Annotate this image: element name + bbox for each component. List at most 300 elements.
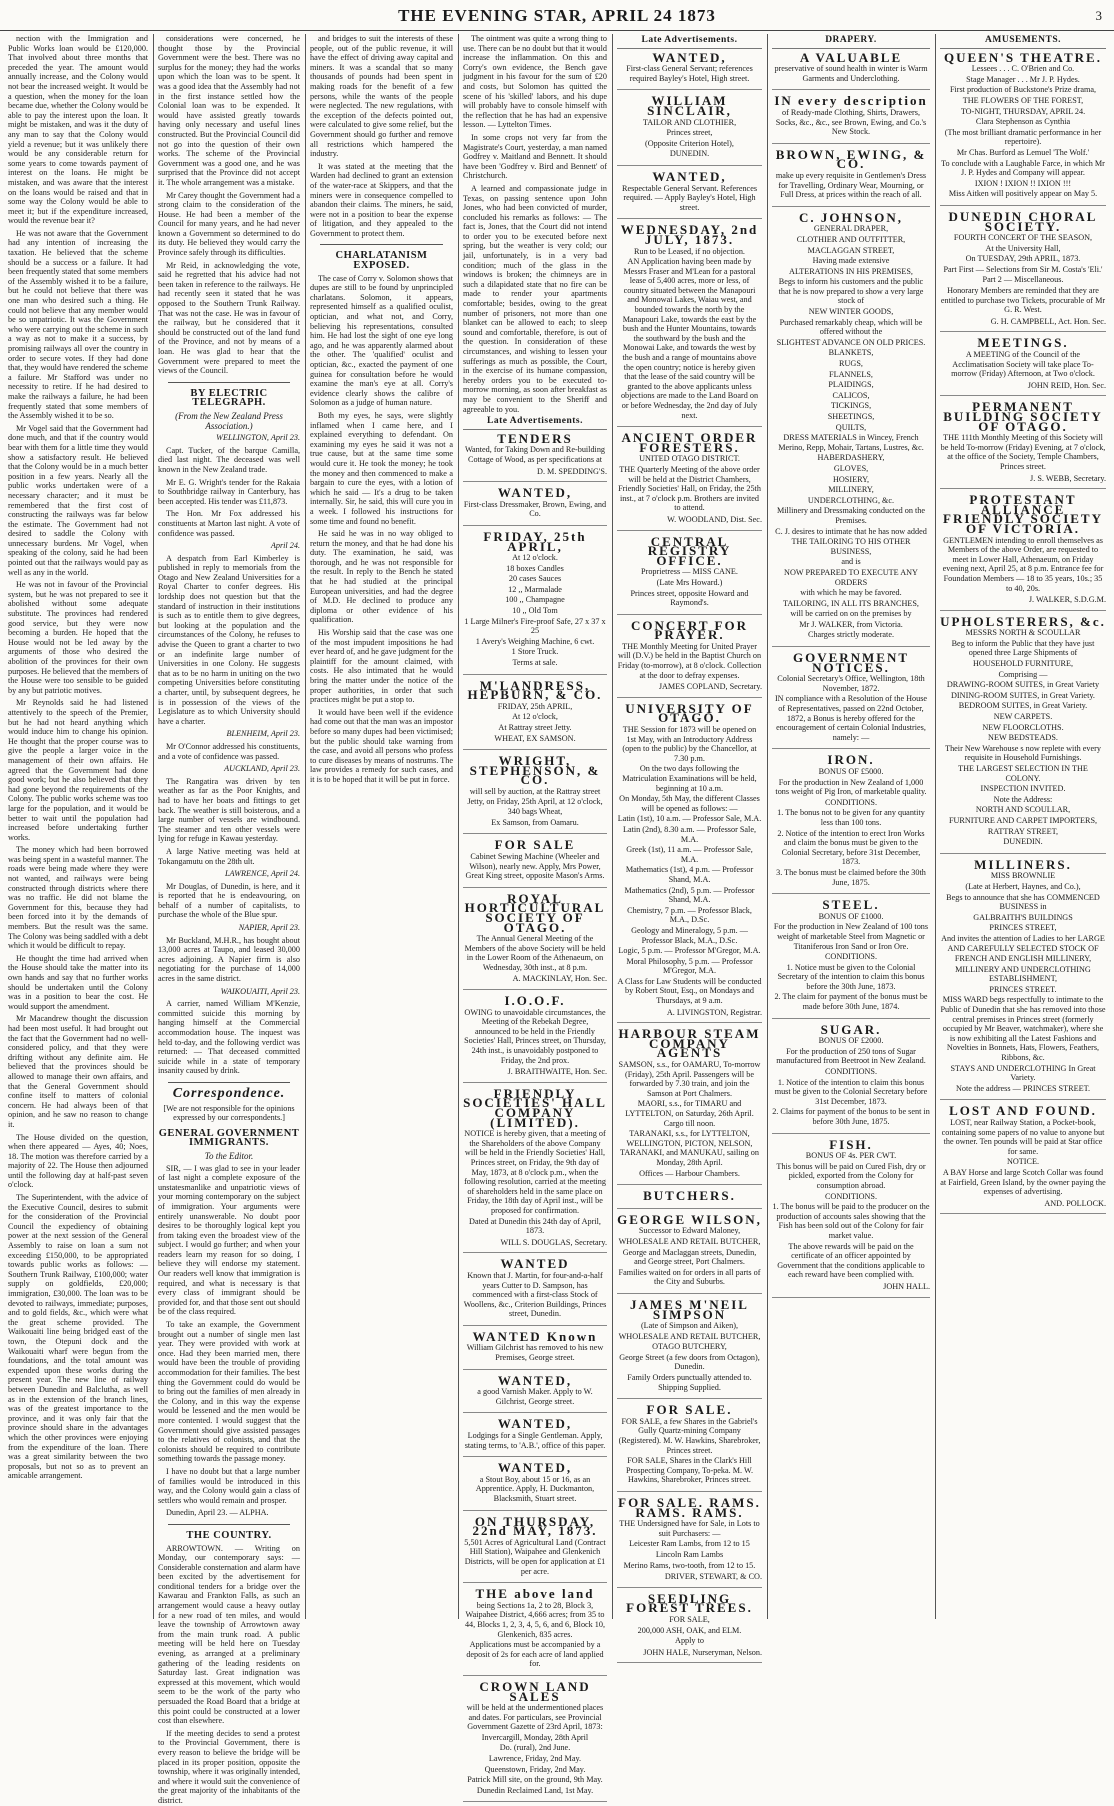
ad-signature: AND. POLLOCK. (1044, 1198, 1106, 1208)
ad-line: 1 Large Milner's Fire-proof Safe, 27 x 37 x 25 (464, 616, 606, 636)
page-number: 3 (1095, 8, 1102, 23)
advertisement (617, 1402, 762, 1492)
ad-line: NOTICE. (1006, 1157, 1040, 1167)
letter-paragraph: SIR, — I was glad to see in your leader of last night a complete exposure of the unstatesmanlike and unpatriotic views of your morning contemporary on the subject of immigration. Your arguments were entirely unanswerable. No doubt poor desires to be thoroughly logical kept you from taking even the broadest view of the subject. I would go further; and when your readers learn my reason for so doing, I believe they will endorse my statement. Our readers well know that immigration is required, and what is necessary is that every class of immigrant should be provided for, and that those sent out should be of the class required. (158, 1163, 300, 1317)
article-paragraph: Mr Macandrew thought the discussion had been most useful. It had brought out the fact that the Government had no well-considered policy, and that they were drifting without any definite aim. He believed that the provinces should be allowed to manage their own affairs, and that the General Government should confine itself to matters of colonial concern. He had always been of that opinion, and he saw no reason to change it. (8, 1014, 148, 1129)
ad-line: To conclude with a Laughable Farce, in which Mr J. P. Hydes and Company will appear. (941, 158, 1105, 178)
advertisement (617, 1296, 762, 1399)
article-paragraph: nection with the Immigration and Public Works loan would be £120,000. That involved about three months that preceded the year. The amount would annually increase, and the Colony would not bear the increased weight. It would be a question, when the money for the loan became due, whether the Colony would be able to pay the interest upon the loan. It might be mistaken, and was it the duty of any man to say that the Colony would yield a revenue; but it was unlikely there would be any considerable return for some years to come towards payment of interest on the loans. He might be mistaken, and was aware that the interest on the loans would be raised and that in some way the Colony would be able to meet it; but if the expenditure increased, would the revenue bear it? (8, 34, 148, 226)
masthead-title: THE EVENING STAR, APRIL 24 1873 (398, 6, 716, 25)
ad-line: Respectable General Servant. References required. — Apply Bayley's Hotel, High street. (621, 183, 758, 212)
column-4 (463, 34, 608, 1795)
article-paragraph: The case of Corry v. Solomon shows that dupes are still to be found by unprincipled charlatans. Solomon, it appears, represented himself as a qualified oculist, optician, and what not, and Corry, believing his representations, consulted him. He had lost the sight of one eye long ago, and he was apparently alarmed about the other. The 'qualified' oculist and optician, &c., exacted the payment of one guinea for consultation before he would examine the man's eye at all. Corry's evidence clearly shows the calibre of Solomon as a judge of human nature. (310, 273, 453, 408)
ad-line: CONDITIONS. (824, 1191, 878, 1201)
ad-line: FOR SALE, (669, 1614, 710, 1624)
ad-line: Mathematics (2nd), 5 p.m. — Professor Shand, M.A. (624, 885, 755, 905)
ad-headline: ANCIENT ORDER FORESTERS. (621, 430, 758, 455)
ad-line: of Ready-made Clothing, Shirts, Drawers, Socks, &c., &c., see Brown, Ewing, and Co.'s New Stock. (775, 107, 927, 137)
ad-line: First-class General Servant; references required Bayley's Hotel, High street. (626, 64, 753, 83)
ad-line: THE 111th Monthly Meeting of this Society will be held To-morrow (Friday) Evening, at 7 o'clock, at the office of the Society, Temple Chambers, Princes street. (940, 433, 1106, 471)
ad-line: For the production in New Zealand of 1,000 tons weight of Pig Iron, of marketable quality. (775, 777, 927, 797)
ad-headline: PERMANENT BUILDING SOCIETY OF OTAGO. (943, 399, 1103, 434)
article-paragraph: He said he was in no way obliged to return the money, and that he had done his duty. The examination, he said, was thorough, and he was not responsible for the result. In reply to the Bench he stated that he had studied at the principal European universities, and had the degree of M.D. He declined to produce any diploma or other evidence of his qualification. (310, 529, 453, 625)
ad-line: MISS WARD begs respectfully to intimate to the Public of Dunedin that she has removed into those central premises in Princes street (formerly occupied by Mr Beaver, watchmaker), where she is now exhibiting all the Latest Fashions and Novelties in Bonnets, Hats, Flowers, Feathers, Ribbons, &c. (940, 995, 1106, 1063)
advertisement (463, 430, 607, 482)
ad-line: BEDROOM SUITES, in Great Variety. (958, 701, 1088, 711)
telegram-dateline: April 24. (270, 541, 300, 551)
article-paragraph: and bridges to suit the interests of these people, out of the public revenue, it will have the effect of driving away capital and miners. It was a scandal that so many thousands of pounds had been spent in making roads for the benefit of a few persons, while the wants of the people were neglected. The new regulations, with the exception of the defects pointed out, were calculated to give some relief, but the Government should go further and remove all restrictions which hampered the industry. (310, 34, 453, 159)
ad-line: WHOLESALE AND RETAIL BUTCHER, (618, 1331, 761, 1341)
ad-signature: J. BRAITHWAITE, Hon. Sec. (507, 1067, 607, 1077)
letter-heading: GENERAL GOVERNMENT IMMIGRANTS. (158, 1127, 300, 1149)
ad-line: Their New Warehouse s now replete with every requisite in Household Furnishings. (945, 743, 1101, 763)
ad-headline: WEDNESDAY, 2nd JULY, 1873. (620, 222, 759, 247)
ad-line: BONUS OF £1000. (818, 911, 884, 921)
ad-line: This bonus will be paid on Cured Fish, dry or pickled, exported from the Colony for consumption abroad. (776, 1161, 926, 1190)
letter-paragraph: To take an example, the Government brought out a number of single men last year. They were provided with work at once. Had they been married men, there would have been the trouble of providing accommodation for their families. The best thing the Government could do would be to bring out the families of men already in the Colony, and in this way the expense would be lessened and the men would be more contented. I would suggest that the Government should give assisted passages to the relatives of colonists, and that the colonists should be required to contribute something towards the passage money. (158, 1320, 300, 1464)
ad-line: On Monday, 5th May, the different Classes will be opened as follows: — (619, 794, 760, 813)
ad-line: BONUS OF £5000. (818, 767, 884, 776)
ad-line: CONDITIONS. (824, 797, 878, 807)
ad-line: THE Monthly Meeting for United Prayer will (D.V.) be held in the Baptist Church on Friday (to-morrow), at 8 o'clock. Collection at the door to defray expenses. (617, 641, 762, 680)
ad-line: BLANKETS, (828, 348, 874, 358)
ad-headline: FOR SALE. (646, 1402, 733, 1418)
ad-line: First production of Buckstone's Prize drama, (949, 85, 1097, 95)
advertisement (617, 49, 762, 91)
ad-line: Families waited on for orders in all parts of the City and Suburbs. (618, 1267, 761, 1287)
advertisement (772, 650, 930, 749)
telegraph-heading: BY ELECTRIC TELEGRAPH. (190, 387, 268, 409)
ad-line: NEW FLOORCLOTHS. (982, 722, 1064, 732)
ad-line: 1 Avery's Weighing Machine, 6 cwt. (475, 636, 595, 646)
ad-headline: I.O.O.F. (504, 993, 566, 1009)
ad-headline: SUGAR. (820, 1021, 882, 1037)
article-paragraph: The money which had been borrowed was being spent in a wasteful manner. The roads were being made where they were not wanted, and railways were being constructed through districts where there was no traffic. He did not blame the Government for this, because they had been forced into it by the demands of members. But the result was the same. The Colony was being saddled with a debt which it would be difficult to repay. (8, 845, 148, 951)
ad-line: Do. (rural), 2nd June. (499, 1743, 571, 1753)
ad-headline: PROTESTANT ALLIANCE FRIENDLY SOCIETY OF VICTORIA. (943, 492, 1103, 536)
ad-headline: HARBOUR STEAM COMPANY AGENTS (618, 1026, 761, 1061)
ad-line: 1. The bonus will be paid to the producer on the production of accounts sales showing that the Fish has been sold out of the Colony for fair market value. (772, 1202, 930, 1240)
advertisement (940, 856, 1106, 1101)
column-6 (772, 34, 930, 1619)
advertisement (617, 617, 762, 698)
ad-line: GALBRAITH'S BUILDINGS (973, 912, 1073, 922)
ad-line: FOR SALE, Shares in the Clark's Hill Prospecting Company, To-peka. M. W. Hawkins, Sharebroker, Princes street. (625, 1456, 753, 1485)
ad-line: Moral Philosophy, 5 p.m. — Professor M'Gregor, M.A. (626, 956, 753, 976)
column-rule (305, 34, 306, 1619)
ad-line: NOTICE is hereby given, that a meeting of the Shareholders of the above Company will be held in the Friendly Societies' Hall, Princes street, on Friday, the 9th day of May, 1873, at 8 o'clock p.m., when the following resolution, carried at the meeting of shareholders held in the same place on Friday, the 18th day of April inst., will be proposed for confirmation. (464, 1129, 606, 1215)
ad-line: Charges strictly moderate. (807, 630, 895, 640)
ad-line: PRINCES STREET, (989, 923, 1057, 933)
ad-line: and is (841, 557, 861, 567)
divider (168, 1082, 290, 1083)
ad-line: Note the Address: (993, 794, 1053, 804)
ad-line: SAMSON, s.s., for OAMARU, To-morrow (Friday), 25th April. Passengers will be forwarded by 7.30 train, and join the Samson at Port Chalmers. (618, 1060, 761, 1098)
advertisement (617, 1026, 762, 1185)
ad-signature: JAMES COPLAND, Secretary. (658, 682, 762, 692)
ad-headline: BUTCHERS. (643, 1188, 736, 1204)
ad-line: SLIGHTEST ADVANCE ON OLD PRICES. (776, 337, 926, 347)
ad-signature: G. H. CAMPBELL, Act. Hon. Sec. (990, 316, 1106, 326)
ad-line: Comprising — (998, 669, 1048, 679)
ad-line: Family Orders punctually attended to. Shipping Supplied. (627, 1373, 752, 1392)
ad-line: make up every requisite in Gentlemen's Dress for Travelling, Ordinary Wear, Mourning, or Full Dress, at prices within the reach of all. (775, 170, 927, 200)
ad-line: NEW BEDSTEADS. (988, 733, 1058, 743)
ad-line: Dunedin Reclaimed Land, 1st May. (476, 1785, 594, 1795)
ad-line: NEW WINTER GOODS, (808, 307, 894, 317)
ad-line: FOR SALE, a few Shares in the Gabriel's Gully Quartz-mining Company (Registered). M. W. Hawkins, Sharebroker, Princes street. (618, 1416, 761, 1455)
ad-line: will be held at the undermentioned places and dates. For particulars, see Provincial Government Gazette of 23rd April, 1873: (466, 1703, 604, 1732)
article-paragraph: Mr Reid, in acknowledging the vote, said he regretted that his advice had not been taken in reference to the railways. He had recently seen it stated that he was opposed to the Southern Trunk Railway. That was not the case. He was in favour of the railway, but he considered that it should be constructed out of the land fund of the Province, and not by means of a loan. He was glad to hear that the Government were prepared to meet the views of the Council. (158, 260, 300, 376)
ad-line: A MEETING of the Council of the Acclimatisation Society will take place To-morrow (Friday) Afternoon, at Two o'clock. (951, 350, 1095, 379)
telegram-text: Mr E. G. Wright's tender for the Rakaia to Southbridge railway in Canterbury, has been accepted. His tender was £11,873. (158, 477, 300, 506)
ad-line: 1. Notice must be given to the Colonial Secretary of the intention to claim this bonus before the 30th June, 1873. (777, 962, 925, 991)
ad-signature: J. S. WEBB, Secretary. (1030, 473, 1106, 483)
ad-line: 1. Notice of the intention to claim this bonus must be given to the Colonial Secretary before 31st December, 1873. (774, 1077, 928, 1106)
ad-line: Beg to inform the Public that they have just opened three Large Shipments of (951, 638, 1095, 658)
ad-line: At 12 o'clock, (512, 712, 558, 722)
ad-line: FRIDAY, 25th APRIL, (497, 701, 573, 711)
ad-line: William Gilchrist has removed to his new Premises, George street. (466, 1343, 604, 1363)
ad-line: Lincoln Ram Lambs (655, 1549, 724, 1559)
telegram-text: A despatch from Earl Kimberley is published in reply to memorials from the Otago and New Zealand Universities for a Royal Charter to confer degrees. His lordship does not question but that the standard of instruction in their institutions is such as to entitle them to give degrees, but looking at the population and the circumstances of the Colony, he refuses to advise the Queen to grant a charter to two or an indefinite large number of Universities in one Colony. He suggests that as to be no harm in uniting on the two competing Universities before constituting a charter, until, by subsequent degrees, he is in possession of the views of the Legislature as to which University should have a charter. (158, 553, 300, 726)
masthead (0, 0, 1114, 31)
ad-line: 5,501 Acres of Agricultural Land (Contract Hill Station), Waipahee and Glenkenich Districts, will be open for application at £1 per acre. (464, 1537, 606, 1576)
ad-line: OWING to unavoidable circumstances, the Meeting of the Rebekah Degree, announced to be held in the Friendly Societies' Hall, Princes street, on Thursday, 24th inst., is unavoidably postponed to Friday, the 2nd prox. (464, 1007, 606, 1065)
divider (168, 1524, 290, 1525)
ad-line: with which he may be favored. (800, 588, 902, 598)
ad-line: MACLAGGAN STREET, (807, 245, 895, 255)
advertisement (940, 49, 1106, 206)
ad-line: INSPECTION INVITED. (980, 784, 1066, 794)
telegram-text: Mr O'Connor addressed his constituents, and a vote of confidence was passed. (158, 741, 300, 761)
ad-signature: A. LIVINGSTON, Registrar. (666, 1007, 762, 1017)
ad-headline: DUNEDIN CHORAL SOCIETY. (948, 208, 1098, 234)
ad-headline: CONCERT FOR PRAYER. (630, 617, 748, 643)
ad-line: Run to be Leased, if no objection. (634, 246, 745, 256)
letter-paragraph: I have no doubt but that a large number of families would be introduced in this way, and the Colony would gain a class of settlers who would remain and prosper. (158, 1466, 300, 1505)
ad-line: Purchased remarkably cheap, which will be offered without the (779, 317, 923, 337)
advertisement (463, 1460, 607, 1510)
ad-headline: WANTED, (497, 1460, 573, 1476)
ad-line: 200,000 ASH, OAK, and ELM. (637, 1625, 742, 1635)
ad-line: At Rattray street Jetty. (498, 723, 572, 732)
ad-headline: BROWN, EWING, & CO. (775, 146, 927, 172)
article-paragraph: Mr Carey thought the Government had a strong claim to the consideration of the House. He had been a member of the Council for many years, and he had never known a Government so determined to do its duty. He believed they would carry the Province safely through its difficulties. (158, 190, 300, 258)
ad-headline: IRON. (827, 752, 875, 768)
section-heading: Late Advertisements. (617, 36, 762, 49)
ad-signature: DRIVER, STEWART, & CO. (664, 1572, 762, 1582)
advertisement (463, 890, 607, 990)
ad-line: Mr Chas. Burford as Lemuel 'The Wolf.' (956, 147, 1090, 157)
ad-headline: CROWN LAND SALES (479, 1678, 591, 1704)
ad-headline: WANTED, (497, 1372, 573, 1388)
advertisement (772, 1136, 930, 1298)
ad-line: RUGS, (839, 359, 863, 369)
ad-line: MISS BROWNLIE (990, 871, 1056, 881)
ad-line: Ex Samson, from Oamaru. (491, 817, 579, 827)
ad-line: will be carried on on the premises by (790, 609, 912, 619)
ad-line: 100 ,, Champagne (505, 595, 565, 605)
advertisement (940, 1103, 1106, 1214)
ad-line: LOST, near Railway Station, a Pocket-book, containing some papers of no value to anyone but the owner. Ten pounds will be paid at Star office for same. (941, 1118, 1105, 1156)
telegram-dateline: BLENHEIM, April 23. (226, 729, 300, 739)
ad-headline: C. JOHNSON, (799, 209, 903, 225)
article-paragraph: ARROWTOWN. — Writing on Monday, our contemporary says: — Considerable consternation and alarm have been excited by the advertisement for conditional tenders for a bridge over the Kawarau and Frankton Falls, as such an arrangement would cause a heavy outlay for a new road of ten miles, and would leave the township of Arrowtown away from the main trunk road. A public meeting will be held here on Tuesday evening, as arranged at a preliminary gathering of the leading residents on Saturday last. Great indignation was expressed at this movement, which would seem to be the work of the party who persuaded the Road Board that a bridge at this point could be constructed at a lower cost than elsewhere. (158, 1543, 300, 1726)
ad-line: PRINCES STREET. (989, 984, 1057, 994)
ad-line: The above rewards will be paid on the certificate of an officer appointed by Government that the conditions applicable to each reward have been complied with. (777, 1241, 925, 1280)
ad-signature: JOHN HALL. (883, 1281, 930, 1291)
ad-line: 3. The bonus must be claimed before the 30th June, 1875. (776, 867, 926, 887)
advertisement (617, 700, 762, 1023)
ad-line: GLOVES, (833, 463, 869, 473)
ad-line: Apply to (675, 1636, 704, 1646)
correspondence-note: [We are not responsible for the opinions expressed by our correspondents.] (163, 1103, 295, 1123)
advertisement (772, 146, 930, 207)
ad-line: CONDITIONS. (824, 952, 878, 962)
ad-headline: FOR SALE. RAMS. RAMS. RAMS. (618, 1495, 761, 1520)
ad-line: Proprietress — MISS CANE. (641, 567, 738, 577)
ad-line: 20 cases Sauces (508, 574, 562, 584)
ad-line: MILLINERY, (828, 485, 874, 495)
column-2 (158, 34, 300, 1805)
ad-line: For the production in New Zealand of 100 tons weight of marketable Steel from Magnetic or Titaniferous Iron Sand or Iron Ore. (773, 922, 929, 951)
ad-line: MAORI, s.s., for TIMARU and LYTTELTON, on Saturday, 26th April. Cargo till noon. (625, 1099, 754, 1128)
advertisement (940, 335, 1106, 396)
ad-line: will sell by auction, at the Rattray street Jetty, on Friday, 25th April, at 12 o'clock, (467, 786, 603, 806)
ad-line: AN Application having been made by Messrs Fraser and M'Lean for a pastoral lease of 5,400 acres, more or less, of country situated between the Manapouri and Monowai Lakes, Waiau west, and bounded towards the north by the Manapouri Lake, towards the east by the bush and the Hunter Mountains, towards the southward by the bush and the Monowai Lake, and towards the west by the bush and a range of mountains above the open country; notice is hereby given that the lease of the said country will be granted to the above applicants unless objections are made to the Land Board on or before Wednesday, the 2nd day of July next. (620, 257, 759, 420)
article-paragraph: If the meeting decides to send a protest to the Provincial Government, there is every reason to believe the bridge will be placed in its proper position, opposite the township, where it was originally intended, and where it would suit the convenience of the great majority of the inhabitants of the district. (158, 1728, 300, 1805)
ad-line: Begs to announce that she has COMMENCED BUSINESS in (946, 892, 1100, 912)
ad-line: WHOLESALE AND RETAIL BUTCHER, (618, 1236, 761, 1246)
ad-line: TAILORING, IN ALL ITS BRANCHES, (783, 598, 919, 608)
ad-line: a good Varnish Maker. Apply to W. Gilchrist, George street. (477, 1387, 593, 1406)
ad-signature: J. WALKER, S.D.G.M. (1028, 595, 1106, 605)
ad-headline: WANTED, (652, 168, 727, 184)
ad-signature: WILL S. DOUGLAS, Secretary. (500, 1237, 607, 1247)
ad-line: Miss Aitken will positively appear on May 5. (948, 189, 1098, 199)
ad-line: THE Quarterly Meeting of the above order will be held at the District Chambers, Friendly Societies' Hall, on Friday, the 25th inst., at 7 o'clock p.m. Brothers are invited to attend. (618, 464, 761, 513)
ad-headline: WANTED, (497, 485, 573, 501)
column-1 (8, 34, 148, 1619)
advertisement (940, 208, 1106, 333)
column-rule (612, 34, 613, 1619)
ad-line: On the two days following the Matriculation Examinations will be held, beginning at 10 a.m. (622, 764, 757, 793)
ad-line: 18 boxes Candles (506, 563, 564, 573)
ad-line: Greek (1st), 11 a.m. — Professor Sale, M.A. (626, 845, 753, 864)
ad-line: George Street (a few doors from Octagon), Dunedin. (619, 1352, 760, 1372)
ad-line: Lawrence, Friday, 2nd May. (488, 1754, 582, 1764)
ad-line: Clara Stephenson as Cynthia (975, 117, 1071, 127)
advertisement (772, 752, 930, 894)
advertisement (617, 430, 762, 530)
telegram-text: The Rangatira was driven by ten weather as far as the Poor Knights, and had to have her boats and fittings to get back. The weather is still boisterous, and a large number of vessels are windbound. The steamer and ten other vessels were lying for refuge in Kawau yesterday. (158, 776, 300, 844)
ad-line: Queenstown, Friday, 2nd May. (484, 1764, 586, 1774)
ad-line: (Late at Herbert, Haynes, and Co.), (965, 881, 1081, 891)
ad-headline: LOST AND FOUND. (949, 1103, 1097, 1119)
column-rule (767, 34, 768, 1619)
ad-line: HABERDASHERY, (817, 453, 885, 463)
ad-line: BONUS OF 4s. PER CWT. (805, 1151, 897, 1161)
telegram-dateline: LAWRENCE, April 24. (224, 869, 300, 879)
ad-line: THE Undersigned have for Sale, in Lots to suit Purchasers: — (619, 1519, 760, 1538)
advertisement (463, 1586, 607, 1676)
ad-line: WHEAT, EX SAMSON. (494, 733, 576, 743)
ad-line: Applications must be accompanied by a deposit of 2s for each acre of land applied for. (466, 1640, 604, 1669)
ad-signature: D. M. SPEDDING'S. (537, 466, 607, 476)
ad-headline: STEEL. (822, 897, 880, 913)
ad-line: DRAWING-ROOM SUITES, in Great Variety (946, 680, 1100, 690)
ad-line: Chemistry, 7 p.m. — Professor Black, M.A., D.Sc. (627, 905, 752, 925)
ad-line: GENTLEMEN intending to enroll themselves as Members of the above Order, are requested to meet in Lower Hall, Athenaeum, on Friday evening next, April 25, at 8 p.m. Entrance fee for Foundation Members — 18 to 35 years, 10s.; 35 to 40, 20s. (942, 535, 1104, 593)
country-heading: THE COUNTRY. (186, 1529, 272, 1541)
ad-headline: MEETINGS. (977, 335, 1069, 351)
advertisement (940, 613, 1106, 854)
advertisement (463, 993, 607, 1083)
article-paragraph: The Superintendent, with the advice of the Executive Council, desires to submit for the consideration of the Provincial Council the expediency of obtaining power at the next session of the General Assembly to raise on loan a sum not exceeding £150,000, to be appropriated towards public works as follows: — Southern Trunk Railway, £100,000; water supply on goldfields, £20,000; immigration, £30,000. The loan was to be devoted to railways, immediate; purposes, and to gold fields, &c., which were what the great scheme provided. The Waikouaiti line being bridged east of the town, the Otepuni dock and the Waikouaiti wharf were begun from the foundations, and the total amount was expended upon these works during the present year. The new line of railway between Dunedin and Balclutha, as well as in the extension of the branch lines, was of the greatest importance to the province, and it was only fair that the province should share in the advantages which the other provinces were enjoying from the expenditure of the loan. There was a great similarity between the two proposals, but not so as to prevent an amicable arrangement. (8, 1193, 148, 1481)
ad-line: THE FLOWERS OF THE FOREST, (962, 95, 1084, 105)
article-paragraph: It would have been well if the evidence had come out that the man was an impostor before so many dupes had been victimised; but the public should take warning from the case, and avoid all persons who profess to cure diseases by means of nostrums. The law provides a remedy for such cases, and it is to be hoped that it will be put in force. (310, 707, 453, 784)
ad-line: SHEETINGS, (827, 412, 875, 421)
ad-line: Lessees . . . C. O'Brien and Co. (971, 64, 1075, 74)
ad-line: Having made extensive (812, 256, 890, 266)
divider (320, 244, 443, 245)
ad-line: George and Maclaggan streets, Dunedin, and George street, Port Chalmers. (622, 1247, 757, 1267)
ad-line: FLANNELS, (829, 369, 873, 379)
ad-line: Millinery and Dressmaking conducted on the Premises. (776, 506, 926, 525)
ad-line: 1 Store Truck. (511, 647, 559, 657)
telegram-text: Capt. Tucker, of the barque Camilla, died last night. The deceased was well known in the New Zealand trade. (158, 445, 300, 474)
ad-headline: MILLINERS. (974, 856, 1072, 872)
telegram-text: Mr Buckland, M.H.R., has bought about 13,000 acres at Taupo, and leased 30,000 acres adjoining. A Napier firm is also negotiating for the purchase of 14,000 acres in the same district. (158, 935, 300, 984)
ad-line: 2. Notice of the intention to erect Iron Works and claim the bonus must be given to the Colonial Secretary, before 31st December, 1873. (777, 828, 925, 867)
ad-line: Geology and Mineralogy, 5 p.m. — Professor Black, M.A., D.Sc. (631, 925, 748, 945)
ad-line: DRESS MATERIALS in Wincey, French Merino, Repp, Mohair, Tartans, Lustres, &c. (778, 433, 924, 452)
ad-line: 2. The claim for payment of the bonus must be made before 30th June, 1874. (774, 992, 928, 1012)
telegram-dateline: NAPIER, April 23. (238, 923, 300, 933)
ad-line: Known that J. Martin, for four-and-a-half years Cutter to D. Sampson, has commenced with a first-class Stock of Woollens, &c., Criterion Buildings, Princes street, Dunedin. (463, 1270, 607, 1319)
section-heading: AMUSEMENTS. (940, 36, 1106, 49)
ad-headline: WANTED, (652, 49, 727, 65)
letter-to: To the Editor. (204, 1150, 254, 1161)
article-paragraph: He was not aware that the Government had any intention of increasing the taxation. He believed that the scheme should be a success or a failure. It had been frequently stated that some members of the Assembly wished it to be a failure, but he could not believe that there was one man who desired such a thing. He could not believe that any member would be so unpatriotic. It was the Government who were carrying out the scheme in such a way as not to make it a success, by promising railways all over the country in order to secure votes. If they had done that, they would have rendered the scheme a failure. Mr Stafford was under no necessity to retire. If he had desired to make the railways a failure, he had been frequently stated that some members of the Assembly wished it to be so. (8, 228, 148, 421)
divider (168, 382, 290, 383)
ad-line: TARANAKI, s.s., for LYTTELTON, WELLINGTON, PICTON, NELSON, TARANAKI, and MANUKAU, sailing on Monday, 28th April. (620, 1129, 759, 1167)
ad-line: Terms at sale. (512, 658, 558, 668)
ad-line: THE LARGEST SELECTION IN THE COLONY. (958, 764, 1088, 783)
advertisement (617, 168, 762, 219)
ad-line: STAYS AND UNDERCLOTHING In Great Variety. (950, 1063, 1096, 1083)
article-paragraph: In some crops not very far from the Magistrate's Court, yesterday, a man named Godfrey v. Maitland and Bennett. It should have been 'Godfrey v. Bird and Bennett' of Christchurch. (463, 132, 607, 181)
ad-headline: WANTED Known (472, 1328, 598, 1344)
ad-line: CALICOS, (832, 390, 870, 400)
ad-line: QUILTS, (835, 422, 867, 432)
ad-line: Merino Rams, two-tooth, from 12 to 15. (623, 1560, 756, 1570)
advertisement (617, 1211, 762, 1294)
ad-line: FURNITURE AND CARPET IMPORTERS, (948, 815, 1098, 825)
ad-line: The Annual General Meeting of the Members of the above Society will be held in the Lower Room of the Athenaeum, on Wednesday, 30th inst., at 8 p.m. (464, 934, 606, 972)
ad-line: First-class Dressmaker, Brown, Ewing, and Co. (463, 499, 607, 519)
ad-line: Wanted, for Taking Down and Re-building Cottage of Wood, as per specifications at (464, 445, 606, 464)
ad-line: Patrick Mill site, on the ground, 9th May. (467, 1775, 603, 1785)
ad-line: THE Session for 1873 will be opened on 1st May, with an Introductory Address (open to the public) by the Chancellor, at 7.30 p.m. (622, 725, 757, 763)
ad-line: 12 ,, Marmalade (508, 584, 562, 594)
article-paragraph: The ointment was quite a wrong thing to use. There can be no doubt but that it would increase the inflammation. On this and Corry's own evidence, the Bench gave judgment in his favour for the sum of £20 and costs, but Solomon has quitted the scene of his 'skilled' labors, and his dupe will probably have to console himself with the reflection that he has had an expensive lesson. — Lyttelton Times. (463, 34, 608, 130)
ad-line: being Sections 1a, 2 to 28, Block 3, Waipahee District, 4,666 acres; from 35 to 44, Blocks 1, 2, 3, 4, 5, 6, and 6, Block 10, Glenkenich, 835 acres. (464, 1600, 606, 1639)
article-paragraph: He thought the time had arrived when the House should take the matter into its own hands and say that no further works should be undertaken until the Colony was in a position to bear the cost. He would support the amendment. (8, 953, 148, 1011)
ad-line: GENERAL DRAPER, (813, 224, 889, 234)
ad-headline: JAMES M'NEIL SIMPSON (630, 1296, 749, 1322)
ad-headline: FRIENDLY SOCIETIES' HALL COMPANY (LIMITED). (463, 1085, 607, 1130)
ad-line: NORTH AND SCOULLAR, (975, 805, 1071, 815)
ad-headline: ON THURSDAY, 22nd MAY, 1873. (472, 1513, 598, 1539)
ad-line: Note the address — PRINCES STREET. (955, 1083, 1091, 1093)
advertisement (617, 1188, 762, 1209)
article-heading: CHARLATANISM EXPOSED. (335, 250, 428, 272)
ad-line: (The most brilliant dramatic performance in her repertoire). (944, 127, 1102, 147)
ad-line: 2. Claims for payment of the bonus to be sent in before 30th June, 1875. (772, 1107, 930, 1126)
letter-paragraph: Dunedin, April 23. — ALPHA. (166, 1508, 269, 1518)
telegram-dateline: WAIKOUAITI, April 23. (220, 986, 300, 996)
ad-signature: JOHN HALE, Nurseryman, Nelson. (643, 1647, 762, 1657)
section-heading: Late Advertisements. (463, 417, 607, 430)
ad-line: A Class for Law Students will be conducted by Robert Stout, Esq., on Mondays and Thursdays, at 9 a.m. (617, 976, 762, 1006)
advertisement (772, 897, 930, 1019)
ad-line: Mr J. WALKER, from Victoria. (799, 619, 903, 629)
ad-line: Part First — Selections from Sir M. Costa's 'Eli.' (943, 264, 1103, 274)
telegram-dateline: AUCKLAND, April 23. (224, 764, 300, 774)
ad-headline: FRIDAY, 25th APRIL, (483, 528, 587, 554)
column-5 (617, 34, 762, 1657)
ad-line: Stage Manager . . . Mr J. P. Hydes. (966, 74, 1080, 84)
advertisement (463, 1256, 607, 1326)
advertisement (463, 485, 607, 526)
ad-line: TO-NIGHT, THURSDAY, APRIL 24. (960, 106, 1086, 116)
ad-line: DUNEDIN. (1003, 837, 1043, 847)
ad-headline: SEEDLING FOREST TREES. (626, 1590, 753, 1616)
advertisement (463, 1085, 607, 1254)
ad-line: 340 bags Wheat, (507, 807, 563, 817)
telegraph-subheading: (From the New Zealand Press Association.) (175, 410, 283, 431)
ad-line: UNITED OTAGO DISTRICT. (639, 454, 740, 464)
ad-line: (Late Mrs Howard.) (656, 577, 723, 587)
advertisement (772, 93, 930, 143)
ad-headline: WILLIAM SINCLAIR, (647, 93, 732, 118)
ad-line: UNDERCLOTHING, &c. (807, 495, 895, 505)
advertisement (617, 93, 762, 166)
ad-line: TAILOR AND CLOTHIER, (642, 117, 737, 127)
ad-line: On TUESDAY, 29th APRIL, 1873. (965, 254, 1081, 264)
ad-line: TICKINGS, (830, 401, 872, 411)
article-paragraph: Mr Reynolds said he had listened attentively to the speech of the Premier, but he had not heard anything which would induce him to change his opinion. He thought that the proper course was to give the people a larger voice in the management of their own affairs. He agreed that the Government had done good work; but he also believed that they had gone beyond the requirements of the Colony. The public works scheme was too large for the population, and it would be better to wait until the population had increased before undertaking further works. (8, 698, 148, 842)
ad-headline: ROYAL HORTICULTURAL SOCIETY OF OTAGO. (464, 890, 606, 935)
ad-line: Latin (2nd), 8.30 a.m. — Professor Sale, M.A. (622, 824, 757, 844)
advertisement (617, 1495, 762, 1588)
ad-line: Successor to Edward Maloney, (638, 1226, 741, 1236)
ad-line: OTAGO BUTCHERY, (652, 1342, 727, 1352)
ad-line: Cabinet Sewing Machine (Wheeler and Wilson), nearly new. Apply, Mrs Power, Great King street, opposite Mason's Arms. (465, 851, 605, 881)
column-rule (935, 34, 936, 1619)
ad-headline: IN every description (774, 93, 928, 109)
ad-line: Colonial Secretary's Office, Wellington, 18th November, 1872. (777, 674, 925, 693)
ad-line: At the University Hall, (985, 243, 1061, 253)
ad-line: And invites the attention of Ladies to her LARGE AND CAREFULLY SELECTED STOCK OF (941, 933, 1105, 953)
ad-headline: WANTED (500, 1256, 570, 1272)
ad-line: NOW PREPARED TO EXECUTE ANY ORDERS (784, 567, 918, 587)
ad-line: a Stout Boy, about 15 or 16, as an Apprentice. Apply, H. Duckmanton, Blacksmith, Stuart street. (475, 1474, 595, 1503)
column-7 (940, 34, 1106, 1619)
column-rule (153, 34, 154, 1619)
